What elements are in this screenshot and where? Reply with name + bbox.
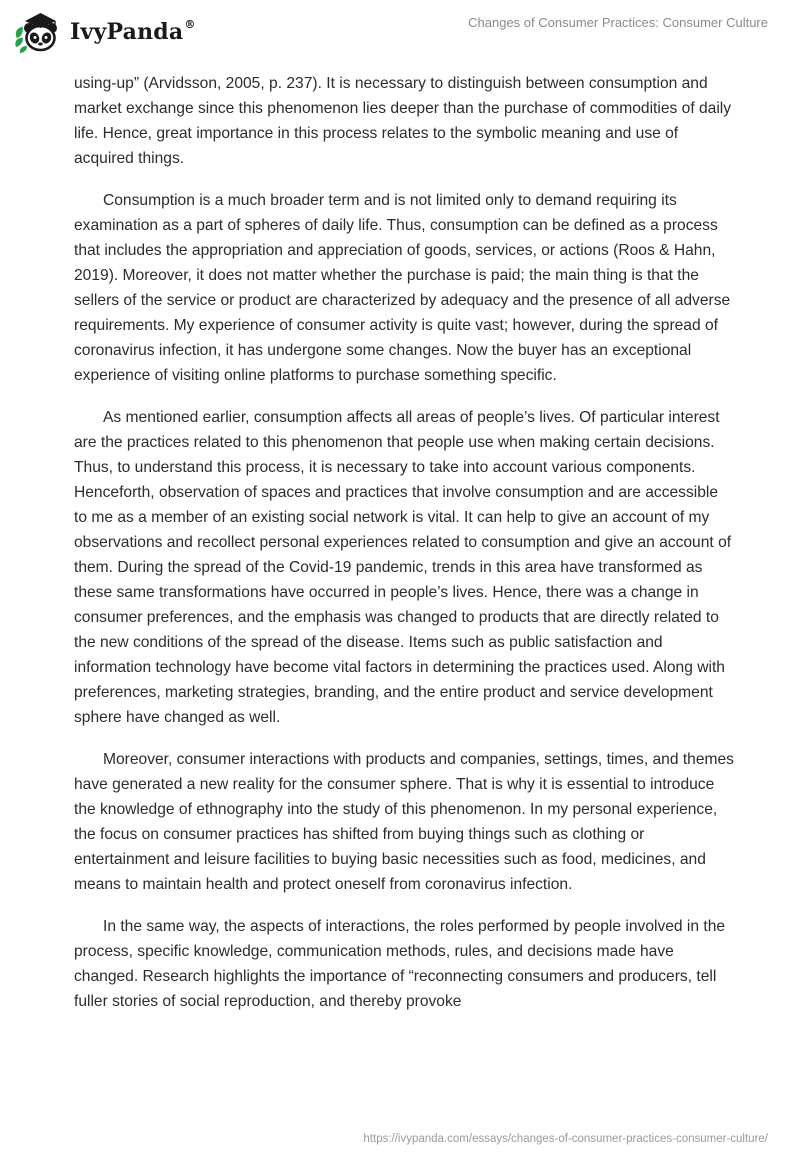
brand-name-text: IvyPanda (70, 19, 184, 45)
paragraph: In the same way, the aspects of interactions, the roles performed by people involved in the process, specific knowledge, communication methods, rules, and decisions made have changed. Research highlights the importance of “reconnecting consumers and producers, tell fuller stories of social reproduction, and thereby provoke (74, 918, 726, 1010)
registered-mark: ® (184, 17, 196, 31)
source-url[interactable]: https://ivypanda.com/essays/changes-of-consumer-practices-consumer-culture/ (363, 1133, 768, 1145)
panda-graduation-cap-icon (14, 8, 64, 54)
paragraph: As mentioned earlier, consumption affects all areas of people’s lives. Of particular interest are the practices related to this phenomenon that people use when making certain decisions. Thus, to understand this process, it is necessary to take into account various components. Henceforth, observation of spaces and practices that involve consumption and are accessible to me as a member of an existing social network is vital. It can help to give an account of my observations and recollect personal experiences related to consumption and give an account of them. During the spread of the Covid-19 pandemic, trends in this area have transformed as these same transformations have occurred in people’s lives. Hence, there was a change in consumer preferences, and the emphasis was changed to products that are directly related to the new conditions of the spread of the disease. Items such as public satisfaction and information technology have become vital factors in determining the practices used. Along with preferences, marketing strategies, branding, and the entire product and service development sphere have changed as well. (74, 409, 732, 726)
paragraph: Consumption is a much broader term and is not limited only to demand requiring its examination as a part of spheres of daily life. Thus, consumption can be defined as a process that includes the appropriation and appreciation of goods, services, or actions (Roos & Hahn, 2019). Moreover, it does not matter whether the purchase is paid; the main thing is that the sellers of the service or product are characterized by adequacy and the presence of all adverse requirements. My experience of consumer activity is quite vast; however, during the spread of coronavirus infection, it has undergone some changes. Now the buyer has an exceptional experience of visiting online platforms to purchase something specific. (74, 192, 731, 384)
page-header (0, 0, 800, 62)
essay-body (74, 71, 734, 1031)
brand-name (70, 19, 196, 45)
document-title: Changes of Consumer Practices: Consumer Culture (468, 15, 768, 30)
paragraph-continuation: using-up” (Arvidsson, 2005, p. 237). It is necessary to distinguish between consumption and market exchange since this phenomenon lies deeper than the purchase of commodities of daily life. Hence, great importance in this process relates to the symbolic meaning and use of acquired things. (74, 75, 732, 167)
ivypanda-logo[interactable] (14, 8, 196, 54)
paragraph: Moreover, consumer interactions with products and companies, settings, times, and themes have generated a new reality for the consumer sphere. That is why it is essential to introduce the knowledge of ethnography into the study of this phenomenon. In my personal experience, the focus on consumer practices has shifted from buying things such as clothing or entertainment and leisure facilities to buying basic necessities such as food, medicines, and means to maintain health and protect oneself from coronavirus infection. (74, 751, 734, 893)
